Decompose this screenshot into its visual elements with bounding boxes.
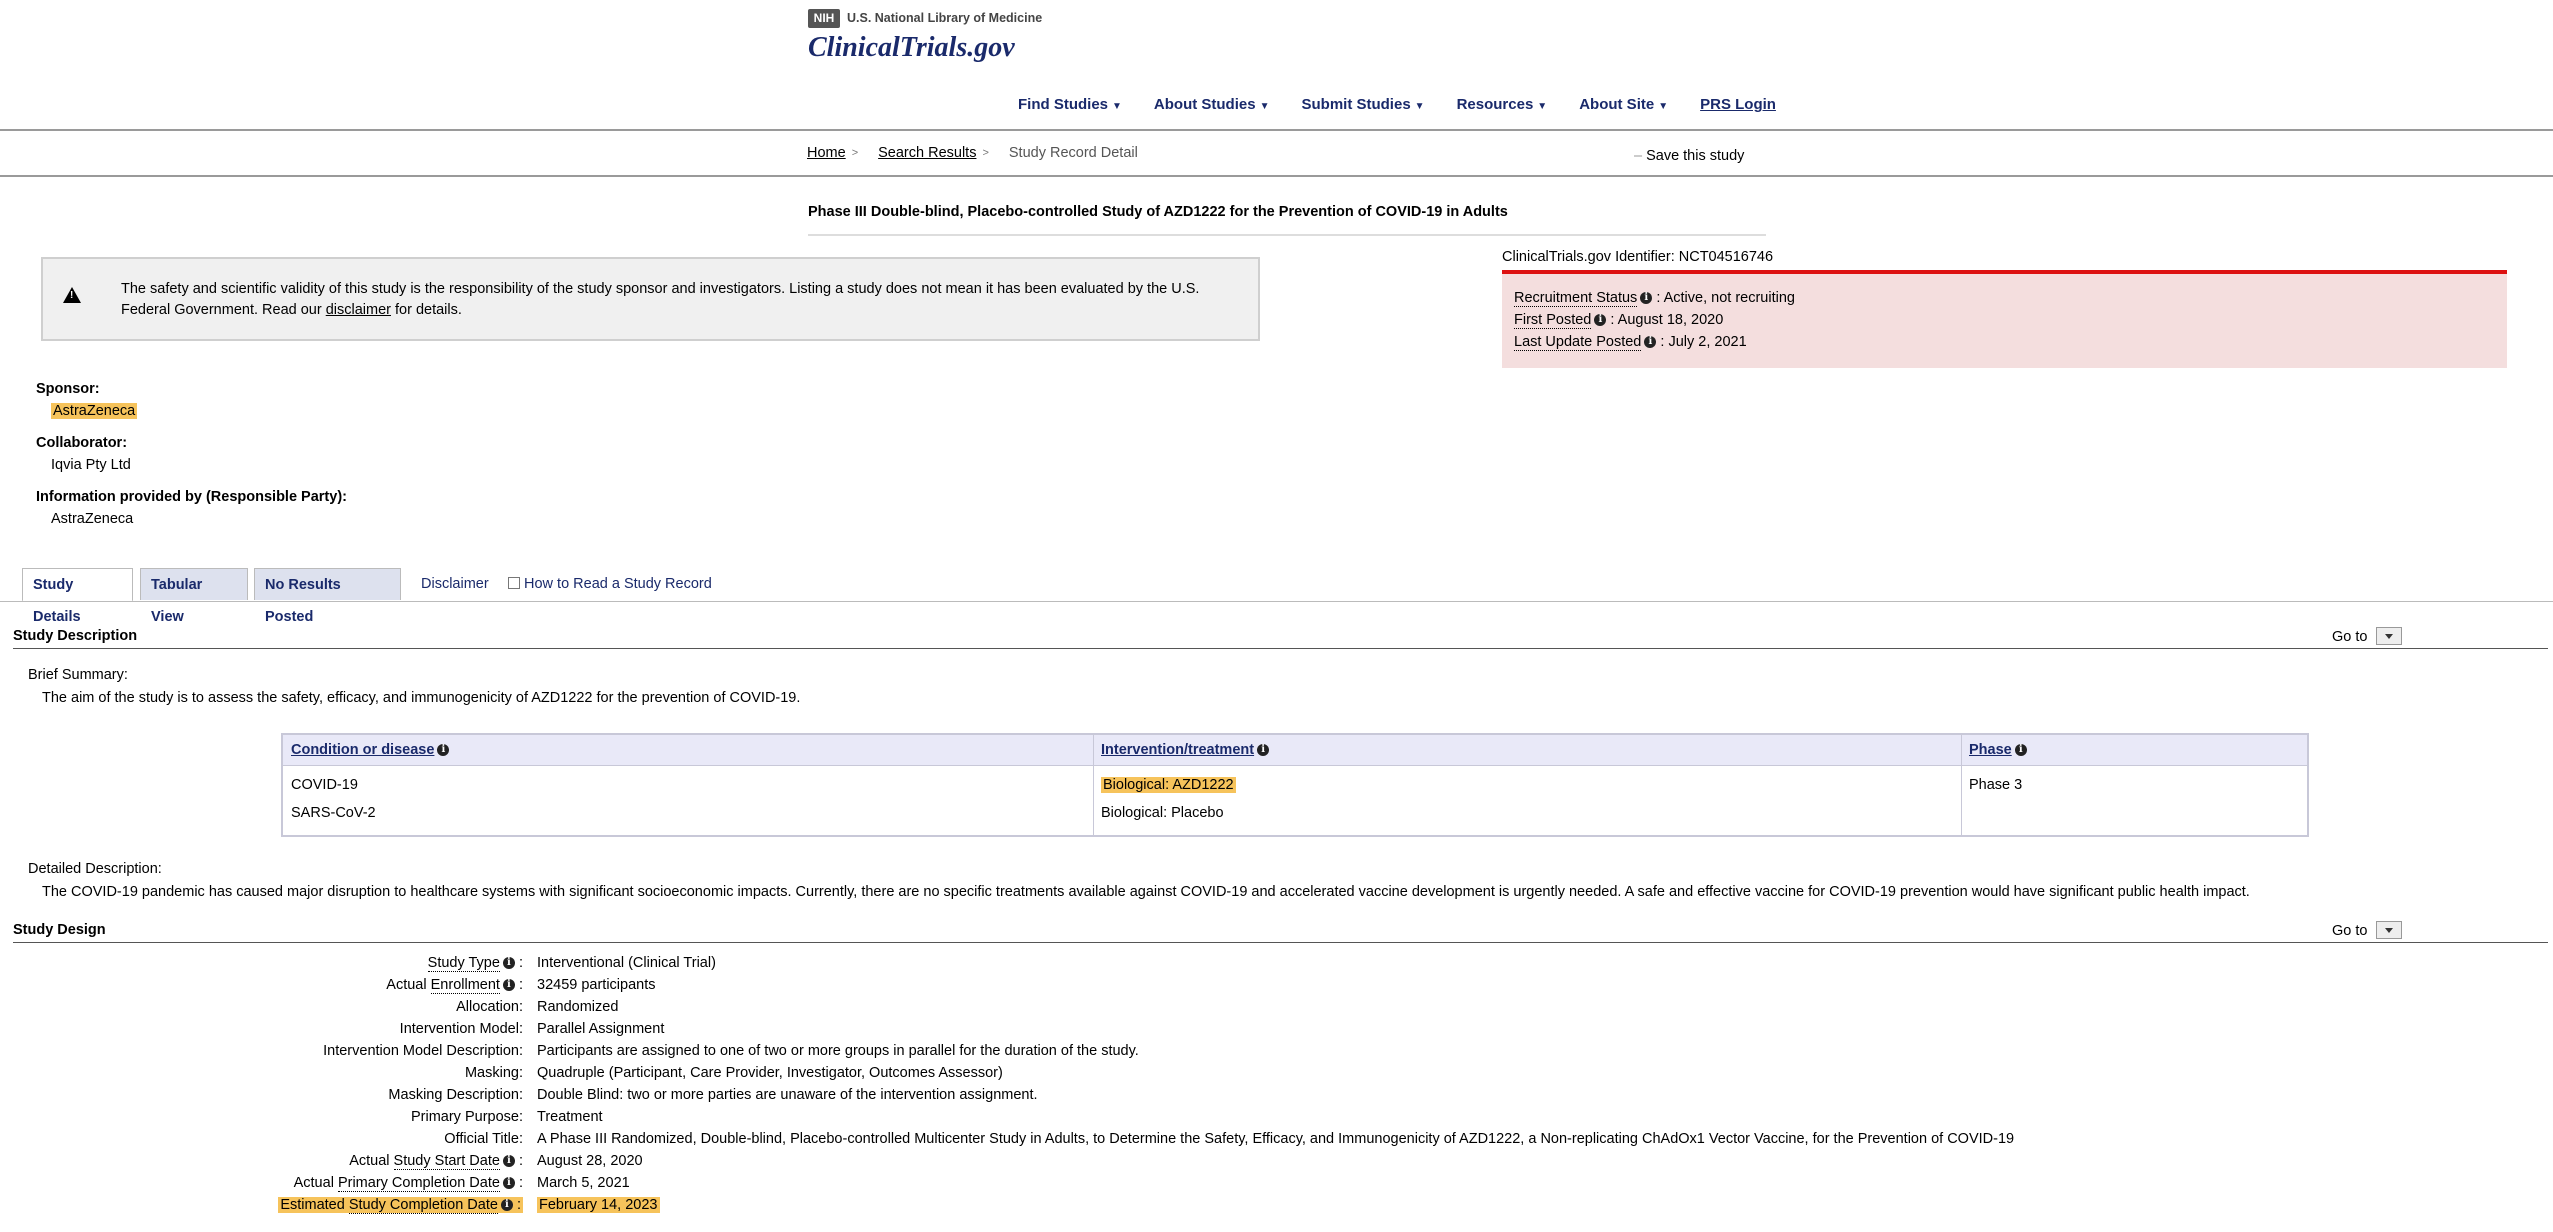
study-type-value: Interventional (Clinical Trial) [537,955,716,971]
info-icon[interactable]: i [503,1177,515,1189]
chevron-right-icon: > [851,147,859,159]
breadcrumb-home[interactable]: Home [807,145,846,161]
caret-down-icon: ▼ [1112,101,1122,112]
info-icon[interactable]: i [1644,336,1656,348]
nav-about-site[interactable] [1579,96,1668,113]
column-divider [1093,735,1094,835]
study-identifier: ClinicalTrials.gov Identifier: NCT04516746 [1502,249,1774,265]
nav-label: Submit Studies [1301,96,1411,113]
study-type-term[interactable]: Study Type [427,955,500,971]
caret-down-icon: ▼ [1259,101,1270,112]
goto-dropdown[interactable] [2376,627,2402,645]
nav-label: Resources [1456,96,1534,113]
intervention-cell: Biological: Placebo [1101,805,1224,821]
responsible-party-value: AstraZeneca [51,511,134,527]
tab-tabular-view[interactable]: Tabular View [140,568,248,600]
goto-label: Go to [2332,923,2368,939]
masking-label: Masking: [464,1065,523,1081]
primary-purpose-value: Treatment [537,1109,603,1125]
masking-value: Quadruple (Participant, Care Provider, Investigator, Outcomes Assessor) [537,1065,1003,1081]
masking-desc-label: Masking Description: [388,1087,523,1103]
primary-completion-value: March 5, 2021 [537,1175,630,1191]
enrollment-value: 32459 participants [537,977,656,993]
intervention-header-label: Intervention/treatment [1101,742,1255,758]
sponsor-value: AstraZeneca [53,403,136,419]
sponsor-label: Sponsor: [36,381,100,397]
detailed-description-label: Detailed Description: [28,861,162,877]
intervention-model-desc-label: Intervention Model Description: [323,1043,523,1059]
allocation-value: Randomized [537,999,619,1015]
tab-study-details[interactable]: Study Details [22,568,133,602]
allocation-label: Allocation: [456,999,523,1015]
phase-header[interactable] [1969,742,2027,758]
title-divider [808,234,1766,236]
collaborator-label: Collaborator: [36,435,128,451]
tab-no-results-posted[interactable]: No Results Posted [254,568,401,600]
info-icon[interactable]: i [1594,314,1606,326]
breadcrumb-search-results[interactable]: Search Results [878,145,977,161]
intervention-cell: Biological: AZD1222 [1103,777,1234,793]
nav-resources[interactable] [1457,96,1548,113]
info-icon[interactable]: i [503,979,515,991]
official-title-value: A Phase III Randomized, Double-blind, Placebo-controlled Multicenter Study in Adults, to Determine the Safety, Efficacy, and Immunogenicity of AZD1222, a Non-replicating ChAdOx1 Vector Vaccine, for the Prevention of COVID-19 [537,1131,2015,1147]
info-icon[interactable]: i [503,1155,515,1167]
conditions-table [281,733,2309,837]
nav-label: Find Studies [1018,96,1108,113]
study-start-label: Actual Study Start Date i : [349,1153,523,1169]
study-completion-term[interactable]: Study Completion Date [348,1197,498,1213]
caret-down-icon: ▼ [1658,101,1669,112]
disclaimer-link[interactable]: disclaimer [325,302,391,318]
disclaimer-box [41,257,1260,341]
info-icon[interactable]: i [1640,292,1652,304]
tabs-divider [0,601,2553,602]
save-study-button[interactable] [1634,148,1744,164]
enrollment-label: Actual Enrollment i : [386,977,523,993]
primary-completion-label: Actual Primary Completion Date i : [293,1175,523,1191]
info-icon[interactable]: i [503,957,515,969]
masking-desc-value: Double Blind: two or more parties are unaware of the intervention assignment. [537,1087,1038,1103]
breadcrumb [807,145,1138,161]
study-completion-value: February 14, 2023 [539,1197,658,1213]
study-design-labels [0,955,523,1215]
collaborator-value: Iqvia Pty Ltd [51,457,131,473]
nlm-link[interactable]: U.S. National Library of Medicine [847,11,1043,25]
intervention-header[interactable] [1101,742,1269,758]
study-start-term[interactable]: Study Start Date [393,1153,500,1169]
main-nav [1018,96,1776,113]
responsible-party-label: Information provided by (Responsible Party): [36,489,347,505]
goto-label: Go to [2332,629,2368,645]
breadcrumb-current: Study Record Detail [1008,145,1138,161]
first-posted-row [1514,312,1723,328]
first-posted-label[interactable]: First Posted [1514,312,1592,328]
page-title: Phase III Double-blind, Placebo-controlled Study of AZD1222 for the Prevention of COVID-19 in Adults [808,204,1508,220]
condition-cell: COVID-19 [291,777,358,793]
header-divider [0,129,2553,131]
save-label: Save this study [1646,148,1745,164]
first-posted-value: : August 18, 2020 [1610,312,1724,328]
condition-header[interactable] [291,742,449,758]
intervention-model-desc-value: Participants are assigned to one of two or more groups in parallel for the duration of the study. [537,1043,1139,1059]
start-prefix: Actual [349,1153,394,1169]
nav-label: About Studies [1153,96,1256,113]
status-box [1502,270,2507,368]
study-design-heading: Study Design [13,922,106,938]
site-logo[interactable]: ClinicalTrials.gov [808,32,1015,63]
section-divider [13,942,2548,943]
section-divider [13,648,2548,649]
info-icon[interactable]: i [2015,744,2027,756]
last-update-value: : July 2, 2021 [1660,334,1747,350]
nav-about-studies[interactable] [1154,96,1270,113]
recruitment-status-value: : Active, not recruiting [1656,290,1795,306]
enrollment-term[interactable]: Enrollment [430,977,500,993]
nav-submit-studies[interactable] [1301,96,1424,113]
study-start-value: August 28, 2020 [537,1153,643,1169]
how-to-read-label: How to Read a Study Record [524,576,712,592]
column-divider [1961,735,1962,835]
nav-label: About Site [1579,96,1655,113]
warning-icon [63,287,81,303]
tab-disclaimer[interactable]: Disclaimer [421,576,489,592]
study-description-heading: Study Description [13,628,138,644]
disclaimer-text [121,279,1241,321]
disclaimer-text-part: for details. [390,302,462,318]
last-update-row [1514,334,1747,350]
nav-prs-login[interactable]: PRS Login [1700,96,1776,113]
detailed-description-text: The COVID-19 pandemic has caused major disruption to healthcare systems with significant socioeconomic impacts. Currently, there are no specific treatments available against COVID-19 and accelerated vaccine development is urgently needed. A safe and effective vaccine for COVID-19 prevention would have significant public health impact. [42,884,2250,900]
tab-how-to-read[interactable] [508,576,712,592]
brief-summary-label: Brief Summary: [28,667,128,683]
brief-summary-text: The aim of the study is to assess the safety, efficacy, and immunogenicity of AZD1222 for the prevention of COVID-19. [42,690,801,706]
info-icon[interactable]: i [501,1199,513,1211]
primary-purpose-label: Primary Purpose: [410,1109,523,1125]
phase-cell: Phase 3 [1969,777,2023,793]
study-type-label: Study Type i : [427,955,523,971]
study-completion-label: Estimated Study Completion Date i : [280,1197,521,1213]
info-icon[interactable]: i [1257,744,1269,756]
recruitment-status-row [1514,290,1795,306]
nih-logo[interactable]: NIH [808,9,840,28]
completion-prefix: Estimated [280,1197,349,1213]
info-icon[interactable]: i [437,744,449,756]
chevron-right-icon: > [982,147,989,159]
goto-dropdown[interactable] [2376,921,2402,939]
primary-completion-term[interactable]: Primary Completion Date [337,1175,500,1191]
condition-cell: SARS-CoV-2 [291,805,376,821]
breadcrumb-divider [0,175,2553,177]
condition-header-label: Condition or disease [291,742,435,758]
nav-find-studies[interactable] [1018,96,1122,113]
save-icon: – [1634,148,1643,164]
enrollment-prefix: Actual [386,977,431,993]
intervention-model-value: Parallel Assignment [537,1021,665,1037]
last-update-label[interactable]: Last Update Posted [1514,334,1642,350]
caret-down-icon: ▼ [1414,101,1425,112]
disclaimer-text-part: The safety and scientific validity of this study is the responsibility of the study sponsor and investigators. Listing a study does not mean it has been evaluated by the U.S. Federal Government. Read our [121,281,1200,318]
primary-prefix: Actual [293,1175,338,1191]
official-title-label: Official Title: [444,1131,523,1147]
phase-header-label: Phase [1969,742,2012,758]
intervention-model-label: Intervention Model: [399,1021,523,1037]
caret-down-icon: ▼ [1537,101,1548,112]
recruitment-status-label[interactable]: Recruitment Status [1514,290,1638,306]
study-design-values [537,955,2537,1215]
document-icon [508,577,520,589]
